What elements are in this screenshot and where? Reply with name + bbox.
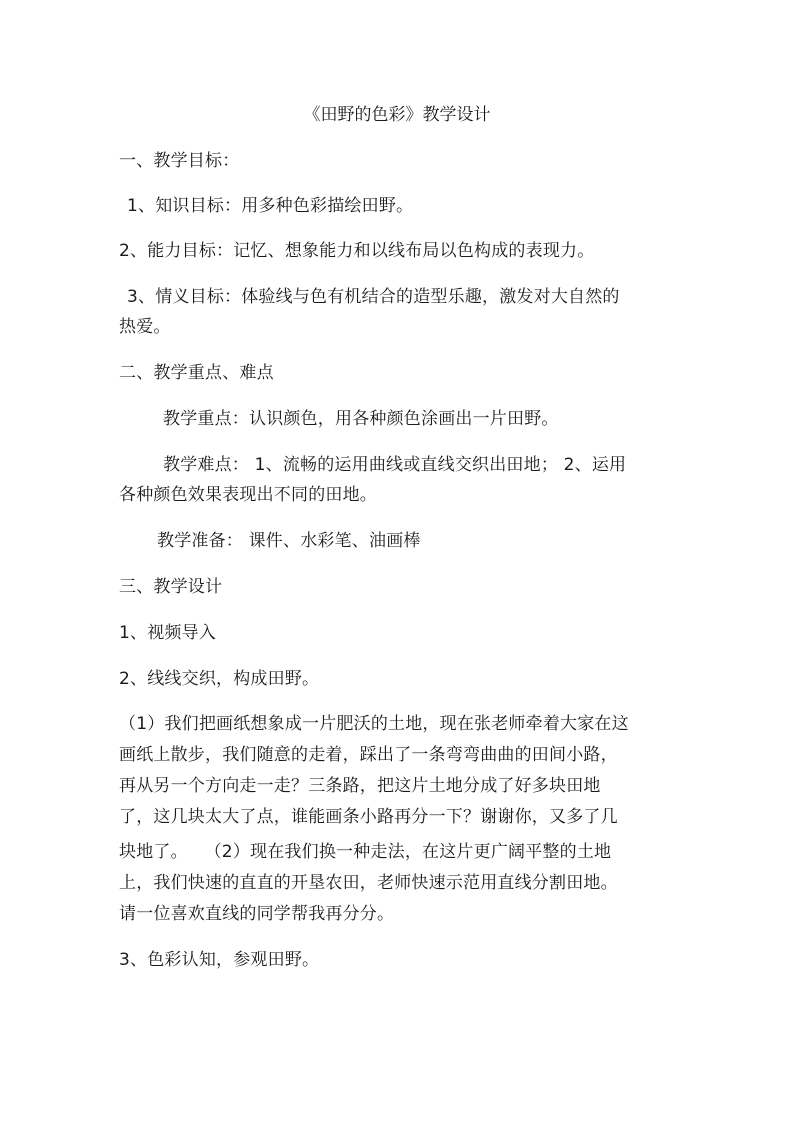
goal-emotion-line-2: 热爱。 xyxy=(119,317,171,337)
difficulty-line-1: 教学难点： 1、流畅的运用曲线或直线交织出田地； 2、运用 xyxy=(163,455,627,475)
goal-knowledge: 1、知识目标：用多种色彩描绘田野。 xyxy=(127,196,414,216)
paragraph-line-5: 块地了。 （2）现在我们换一种走法，在这片更广阔平整的土地 xyxy=(119,842,612,862)
goal-ability: 2、能力目标：记忆、想象能力和以线布局以色构成的表现力。 xyxy=(119,241,595,261)
goal-emotion-line-1: 3、情义目标：体验线与色有机结合的造型乐趣，激发对大自然的 xyxy=(127,287,620,307)
preparation-text: 教学准备： 课件、水彩笔、油画棒 xyxy=(157,531,421,551)
document-title: 《田野的色彩》教学设计 xyxy=(303,105,491,125)
difficulty-line-2: 各种颜色效果表现出不同的田地。 xyxy=(119,485,377,505)
section-heading-design: 三、教学设计 xyxy=(119,577,223,597)
step-lines-weave: 2、线线交织，构成田野。 xyxy=(119,669,320,689)
paragraph-line-3: 再从另一个方向走一走？三条路，把这片土地分成了好多块田地 xyxy=(119,776,601,796)
paragraph-line-4: 了，这几块太大了点，谁能画条小路再分一下？谢谢你，又多了几 xyxy=(119,807,618,827)
paragraph-line-7: 请一位喜欢直线的同学帮我再分分。 xyxy=(119,904,395,924)
paragraph-line-6: 上，我们快速的直直的开垦农田，老师快速示范用直线分割田地。 xyxy=(119,873,618,893)
step-color-cognition: 3、色彩认知，参观田野。 xyxy=(119,950,320,970)
section-heading-objectives: 一、教学目标： xyxy=(119,151,240,171)
paragraph-line-1: （1）我们把画纸想象成一片肥沃的土地，现在张老师牵着大家在这 xyxy=(119,714,629,734)
section-heading-key-points: 二、教学重点、难点 xyxy=(119,363,274,383)
step-video-intro: 1、视频导入 xyxy=(119,623,217,643)
paragraph-line-2: 画纸上散步，我们随意的走着，踩出了一条弯弯曲曲的田间小路， xyxy=(119,745,618,765)
key-point-text: 教学重点：认识颜色，用各种颜色涂画出一片田野。 xyxy=(163,409,559,429)
